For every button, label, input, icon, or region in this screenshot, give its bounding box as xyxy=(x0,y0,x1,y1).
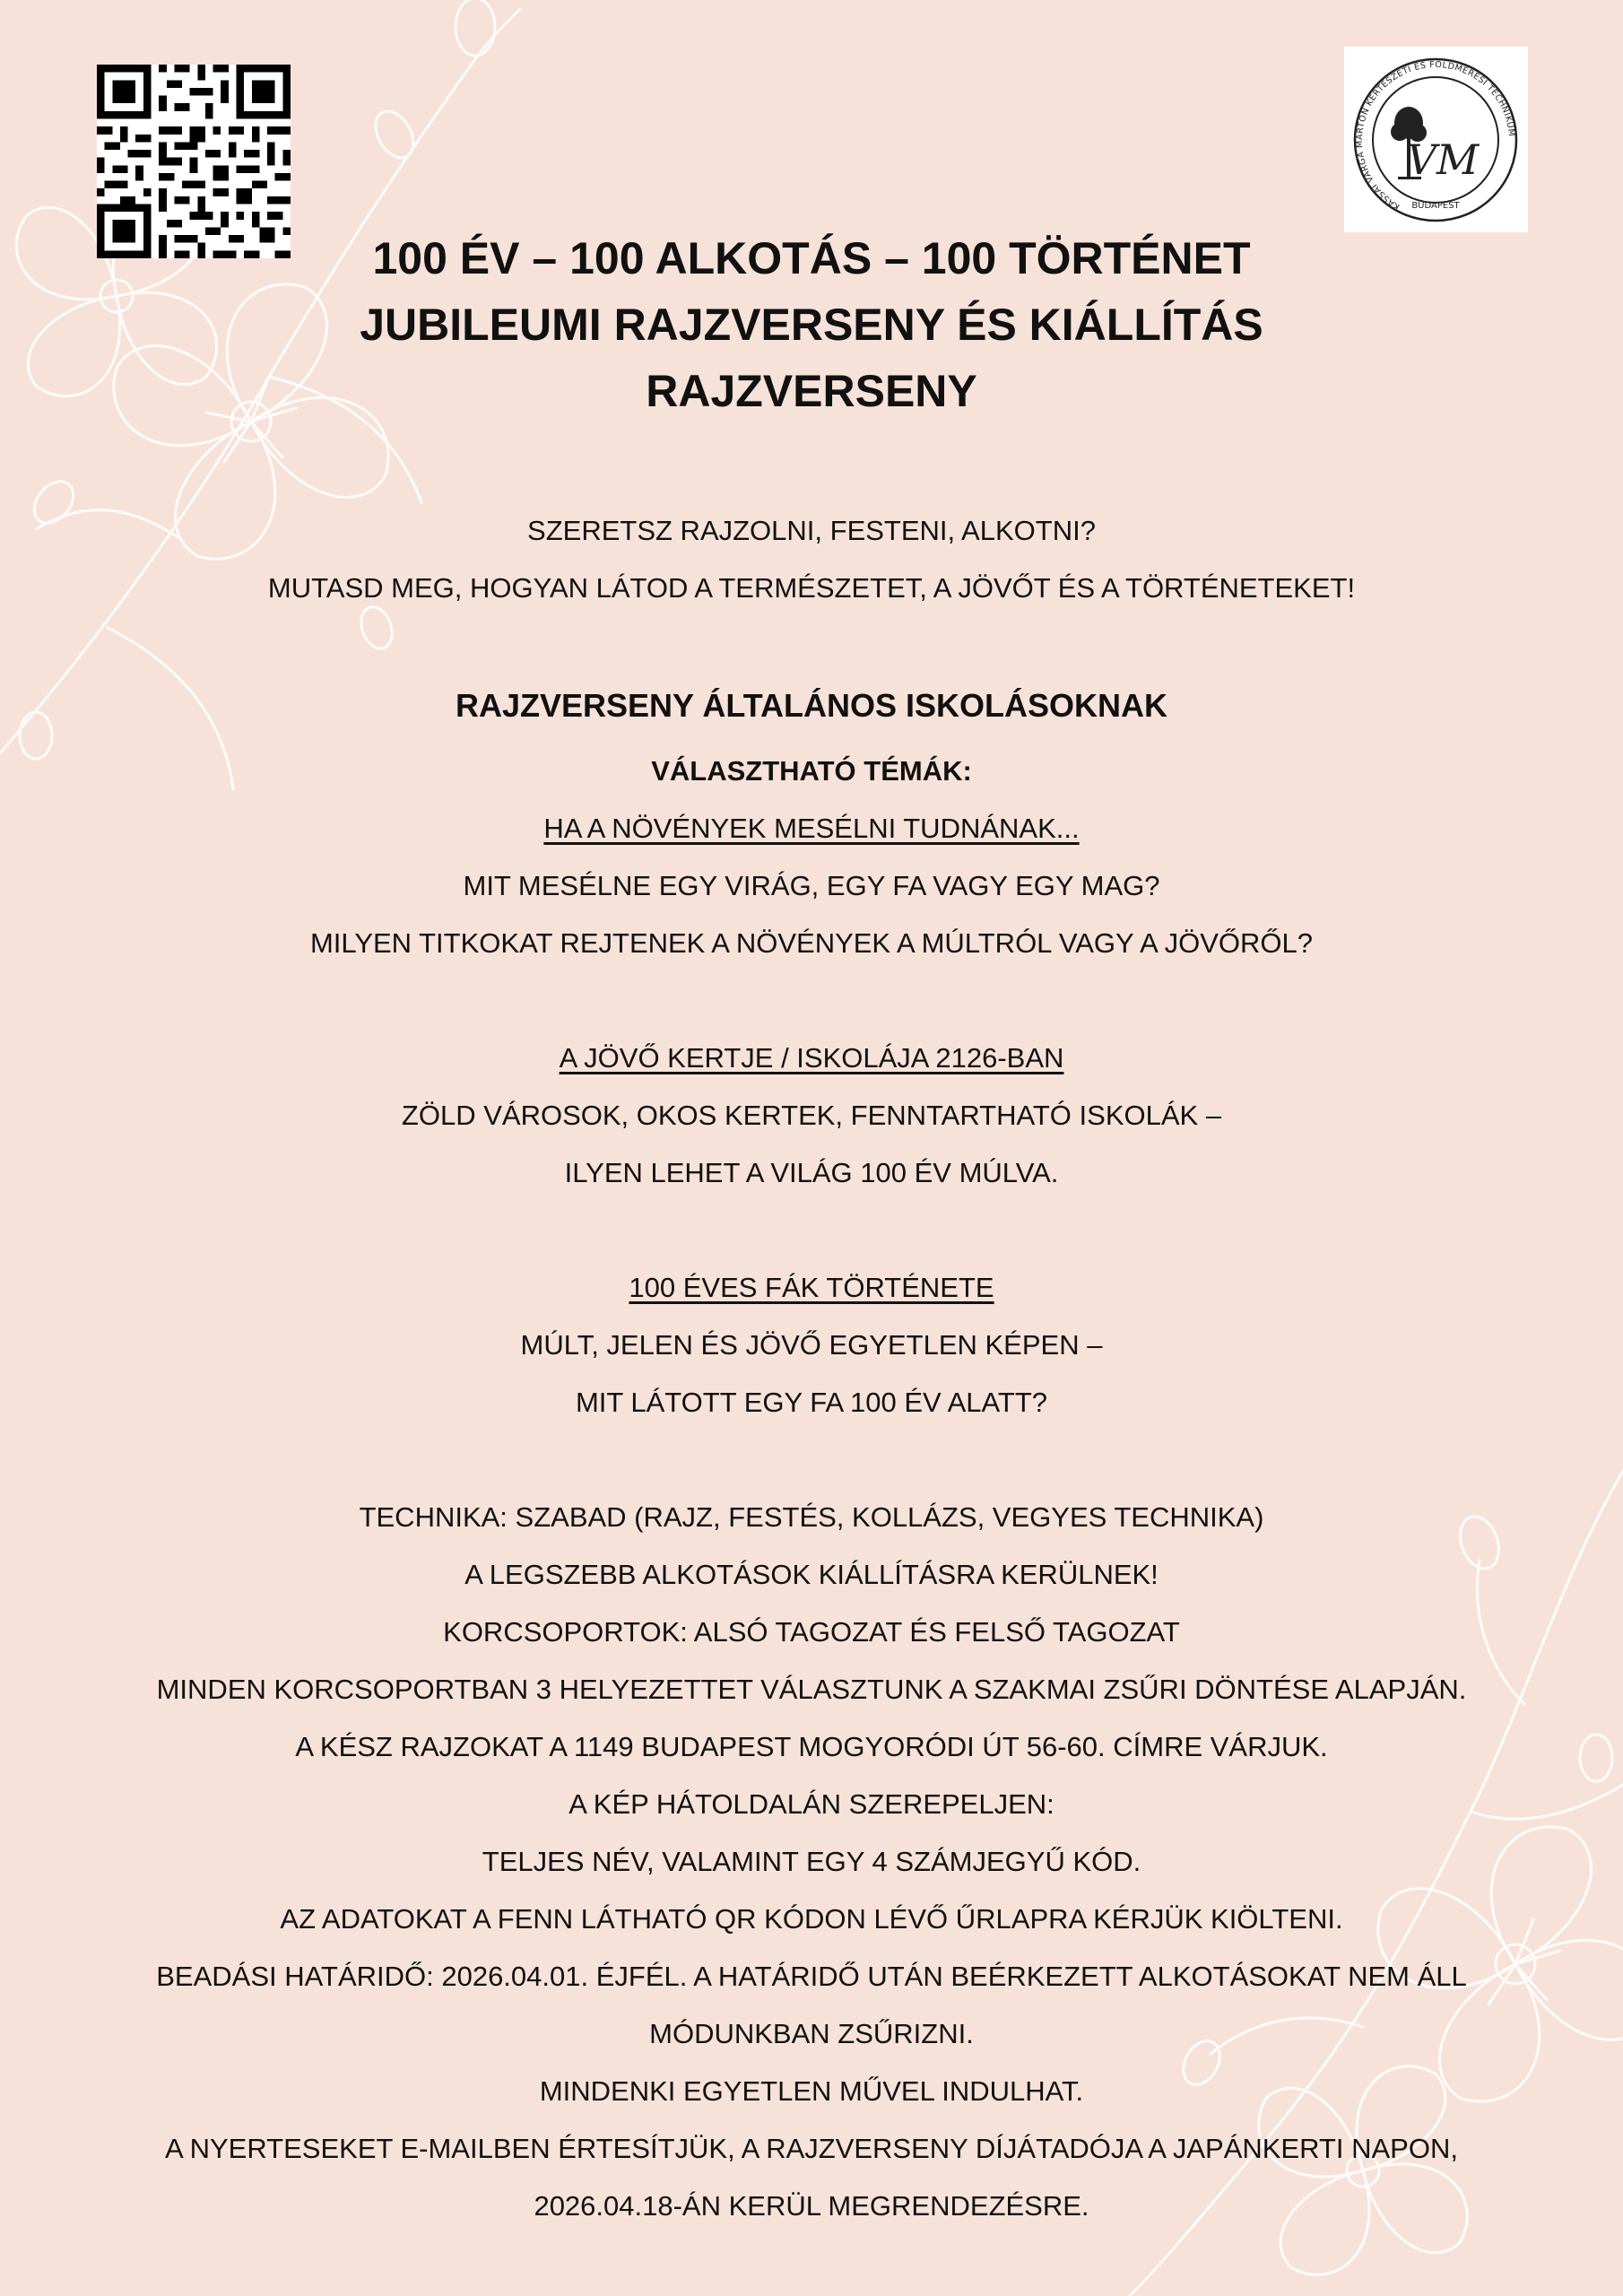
detail-single-entry: MINDENKI EGYETLEN MŰVEL INDULHAT. xyxy=(539,2075,1084,2107)
title-line-3: RAJZVERSENY xyxy=(646,366,977,416)
detail-age-groups: KORCSOPORTOK: ALSÓ TAGOZAT ÉS FELSŐ TAGOZAT xyxy=(443,1616,1180,1648)
topics-label: VÁLASZTHATÓ TÉMÁK: xyxy=(651,755,972,787)
intro-line-1: SZERETSZ RAJZOLNI, FESTENI, ALKOTNI? xyxy=(527,515,1096,546)
school-logo xyxy=(1344,47,1528,232)
school-seal-logo xyxy=(1344,47,1528,232)
topic-3-line-1: MÚLT, JELEN ÉS JÖVŐ EGYETLEN KÉPEN – xyxy=(520,1329,1103,1361)
detail-winners-1: A NYERTESEKET E-MAILBEN ÉRTESÍTJÜK, A RAJZVERSENY DÍJÁTADÓJA A JAPÁNKERTI NAPON, xyxy=(165,2133,1458,2164)
topic-3-title: 100 ÉVES FÁK TÖRTÉNETE xyxy=(629,1272,994,1303)
topic-1-line-1: MIT MESÉLNE EGY VIRÁG, EGY FA VAGY EGY MAG? xyxy=(463,870,1160,901)
topic-1-title: HA A NÖVÉNYEK MESÉLNI TUDNÁNAK... xyxy=(543,813,1080,844)
detail-winners-2: 2026.04.18-ÁN KERÜL MEGRENDEZÉSRE. xyxy=(534,2190,1089,2222)
detail-form: AZ ADATOKAT A FENN LÁTHATÓ QR KÓDON LÉVŐ ŰRLAPRA KÉRJÜK KIÖLTENI. xyxy=(280,1903,1343,1935)
topic-2-title: A JÖVŐ KERTJE / ISKOLÁJA 2126-BAN xyxy=(559,1042,1064,1074)
title-line-2: JUBILEUMI RAJZVERSENY ÉS KIÁLLÍTÁS xyxy=(360,300,1263,350)
detail-deadline-1: BEADÁSI HATÁRIDŐ: 2026.04.01. ÉJFÉL. A HATÁRIDŐ UTÁN BEÉRKEZETT ALKOTÁSOKAT NEM ÁLL xyxy=(156,1961,1467,1992)
detail-jury: MINDEN KORCSOPORTBAN 3 HELYEZETTET VÁLASZTUNK A SZAKMAI ZSŰRI DÖNTÉSE ALAPJÁN. xyxy=(156,1674,1467,1705)
logo-ring-text: KASSAI VARGA MÁRTON KERTÉSZETI ÉS FÖLDMÉRÉSI TECHNIKUM xyxy=(1354,59,1516,212)
main-title xyxy=(0,225,1623,424)
logo-monogram: VM xyxy=(1406,135,1480,184)
intro-line-2: MUTASD MEG, HOGYAN LÁTOD A TERMÉSZETET, A JÖVŐT ÉS A TÖRTÉNETEKET! xyxy=(267,572,1356,604)
topic-2-line-1: ZÖLD VÁROSOK, OKOS KERTEK, FENNTARTHATÓ ISKOLÁK – xyxy=(401,1100,1222,1131)
topic-3-line-2: MIT LÁTOTT EGY FA 100 ÉV ALATT? xyxy=(575,1387,1048,1418)
detail-name-code: TELJES NÉV, VALAMINT EGY 4 SZÁMJEGYŰ KÓD. xyxy=(482,1846,1141,1877)
competition-heading: RAJZVERSENY ÁLTALÁNOS ISKOLÁSOKNAK xyxy=(455,687,1168,724)
detail-back-side: A KÉP HÁTOLDALÁN SZEREPELJEN: xyxy=(568,1788,1055,1820)
logo-bottom-text: BUDAPEST xyxy=(1411,201,1460,211)
topic-1-line-2: MILYEN TITKOKAT REJTENEK A NÖVÉNYEK A MÚLTRÓL VAGY A JÖVŐRŐL? xyxy=(309,927,1314,959)
detail-technique: TECHNIKA: SZABAD (RAJZ, FESTÉS, KOLLÁZS, VEGYES TECHNIKA) xyxy=(359,1501,1264,1533)
detail-exhibition: A LEGSZEBB ALKOTÁSOK KIÁLLÍTÁSRA KERÜLNEK! xyxy=(464,1559,1159,1590)
detail-address: A KÉSZ RAJZOKAT A 1149 BUDAPEST MOGYORÓDI ÚT 56-60. CÍMRE VÁRJUK. xyxy=(295,1731,1328,1762)
topic-2-line-2: ILYEN LEHET A VILÁG 100 ÉV MÚLVA. xyxy=(564,1157,1059,1188)
detail-deadline-2: MÓDUNKBAN ZSŰRIZNI. xyxy=(649,2018,974,2049)
title-line-1: 100 ÉV – 100 ALKOTÁS – 100 TÖRTÉNET xyxy=(372,233,1251,283)
